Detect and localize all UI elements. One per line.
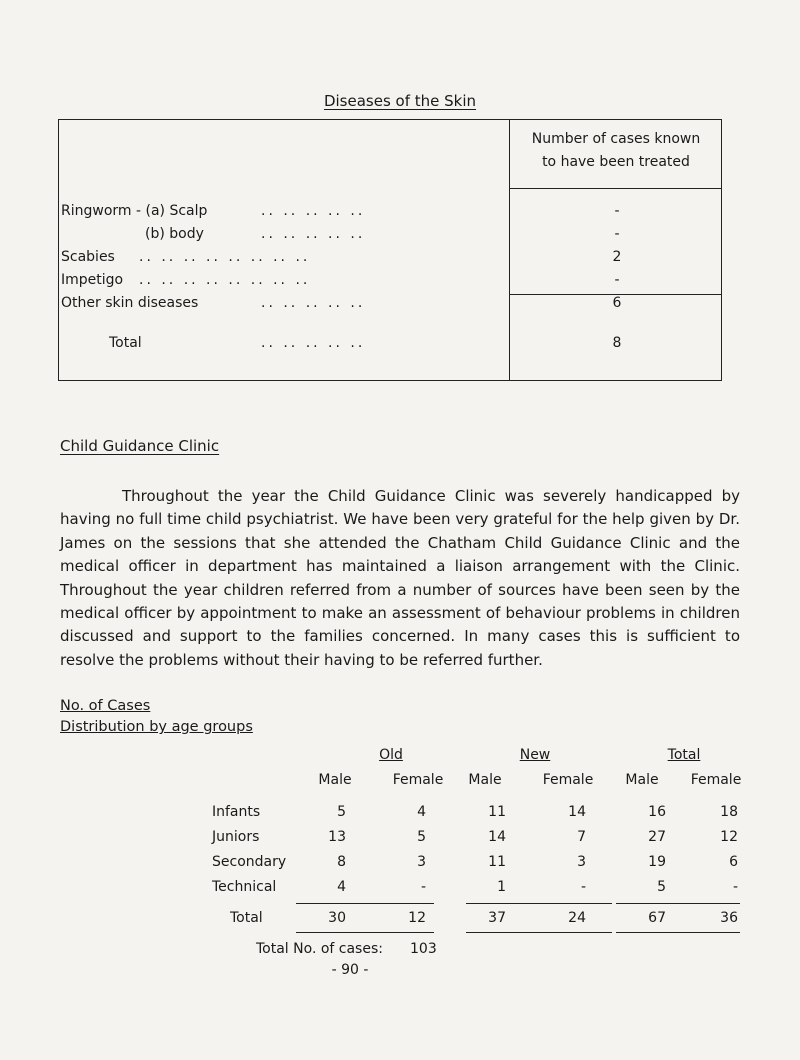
column-header: Male bbox=[625, 772, 659, 788]
total-cell: 36 bbox=[720, 910, 738, 926]
cell: 4 bbox=[337, 879, 346, 895]
leader-dots: .. .. .. .. .. .. .. .. bbox=[139, 249, 311, 265]
total-cell: 37 bbox=[488, 910, 506, 926]
grand-total-value: 103 bbox=[410, 941, 437, 957]
column-header: Male bbox=[318, 772, 352, 788]
cell: 8 bbox=[337, 854, 346, 870]
total-rule bbox=[466, 932, 612, 933]
total-value: 8 bbox=[612, 335, 622, 351]
column-header: Female bbox=[392, 772, 444, 788]
row-label: Juniors bbox=[212, 829, 260, 845]
row-label: Impetigo bbox=[61, 272, 124, 288]
cell: 11 bbox=[488, 804, 506, 820]
sum-rule bbox=[296, 903, 434, 904]
sum-rule bbox=[616, 903, 740, 904]
table-divider bbox=[509, 188, 721, 189]
row-label: Ringworm - (a) Scalp bbox=[61, 203, 208, 219]
leader-dots: .. .. .. .. .. bbox=[261, 203, 366, 219]
column-header: Female bbox=[542, 772, 594, 788]
row-value: - bbox=[614, 272, 620, 288]
grand-total-label: Total No. of cases: bbox=[256, 941, 383, 957]
leader-dots: .. .. .. .. .. bbox=[261, 295, 366, 311]
group-header: New bbox=[519, 747, 551, 763]
cell: 5 bbox=[417, 829, 426, 845]
group-header: Total bbox=[667, 747, 701, 763]
row-value: 6 bbox=[612, 295, 622, 311]
cell: 27 bbox=[648, 829, 666, 845]
page-title: Diseases of the Skin bbox=[323, 92, 477, 110]
cell: 14 bbox=[568, 804, 586, 820]
cell: - bbox=[732, 879, 738, 895]
cell: 3 bbox=[577, 854, 586, 870]
cell: 16 bbox=[648, 804, 666, 820]
section-heading: Child Guidance Clinic bbox=[60, 437, 220, 455]
row-value: - bbox=[614, 226, 620, 242]
total-cell: 67 bbox=[648, 910, 666, 926]
row-label: Secondary bbox=[212, 854, 287, 870]
row-label: Technical bbox=[212, 879, 277, 895]
cases-heading: No. of Cases bbox=[60, 698, 151, 714]
cell: 6 bbox=[729, 854, 738, 870]
cell: 5 bbox=[657, 879, 666, 895]
table-divider bbox=[509, 120, 510, 380]
leader-dots: .. .. .. .. .. .. .. .. bbox=[139, 272, 311, 288]
total-label: Total bbox=[230, 910, 263, 926]
cell: 12 bbox=[720, 829, 738, 845]
leader-dots: .. .. .. .. .. bbox=[261, 335, 366, 351]
cell: 3 bbox=[417, 854, 426, 870]
cell: - bbox=[580, 879, 586, 895]
total-label: Total bbox=[109, 335, 142, 351]
sum-rule bbox=[466, 903, 612, 904]
cell: 4 bbox=[417, 804, 426, 820]
total-rule bbox=[616, 932, 740, 933]
cell: 13 bbox=[328, 829, 346, 845]
cell: - bbox=[420, 879, 426, 895]
group-header: Old bbox=[379, 747, 403, 763]
skin-diseases-table bbox=[58, 119, 722, 381]
row-value: 2 bbox=[612, 249, 622, 265]
row-label: Infants bbox=[212, 804, 261, 820]
column-header: Female bbox=[690, 772, 742, 788]
cell: 14 bbox=[488, 829, 506, 845]
cell: 18 bbox=[720, 804, 738, 820]
cell: 19 bbox=[648, 854, 666, 870]
leader-dots: .. .. .. .. .. bbox=[261, 226, 366, 242]
column-header: Number of cases known to have been treated bbox=[531, 131, 701, 170]
column-header: Male bbox=[468, 772, 502, 788]
cell: 5 bbox=[337, 804, 346, 820]
cell: 11 bbox=[488, 854, 506, 870]
total-cell: 24 bbox=[568, 910, 586, 926]
cell: 7 bbox=[577, 829, 586, 845]
row-value: - bbox=[614, 203, 620, 219]
row-label: Scabies bbox=[61, 249, 115, 265]
page-number: - 90 - bbox=[331, 962, 369, 978]
total-rule bbox=[296, 932, 434, 933]
row-label: Other skin diseases bbox=[61, 295, 199, 311]
row-label: (b) body bbox=[145, 226, 204, 242]
total-cell: 30 bbox=[328, 910, 346, 926]
cell: 1 bbox=[497, 879, 506, 895]
body-paragraph: Throughout the year the Child Guidance Clinic was severely handicapped by having no full time child psychiatrist. We have been very grateful for the help given by Dr. James on the sessions that she attended the Chatham Child Guidance Clinic and the medical officer in department has maintained a liaison arrangement with the Clinic. Throughout the year children referred from a number of sources have been seen by the medical officer by appointment to make an assessment of behaviour problems in children discussed and support to the families concerned. In many cases this is sufficient to resolve the problems without their having to be referred further. bbox=[60, 487, 740, 669]
distribution-heading: Distribution by age groups bbox=[60, 719, 253, 735]
total-cell: 12 bbox=[408, 910, 426, 926]
